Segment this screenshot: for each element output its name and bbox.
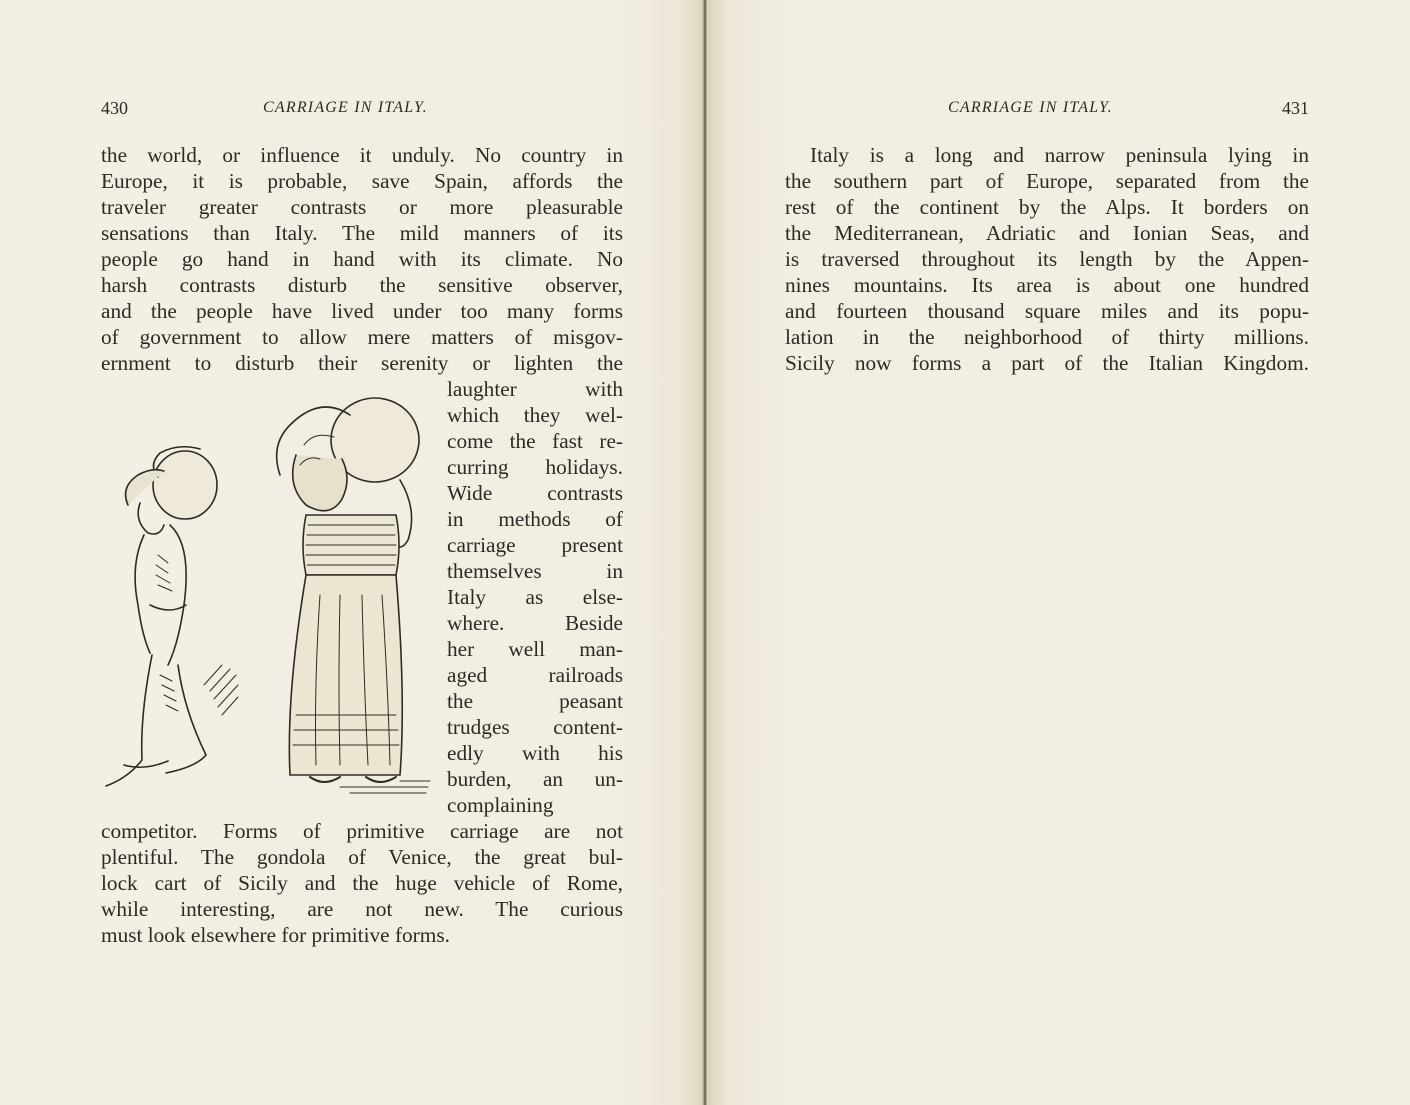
right-running-head	[785, 96, 1309, 120]
left-wrapped-paragraph	[447, 376, 623, 818]
page-number: 430	[101, 98, 128, 118]
text-line: lock cart of Sicily and the huge vehicle of Rome,	[101, 871, 623, 895]
text-line: her well man-	[447, 637, 623, 661]
text-line: and fourteen thousand square miles and its popu-	[785, 299, 1309, 323]
text-line: is traversed throughout its length by the Appen-	[785, 247, 1309, 271]
text-line: and the people have lived under too many forms	[101, 299, 623, 323]
text-line: people go hand in hand with its climate. No	[101, 247, 623, 271]
water-carriers-engraving-icon	[100, 385, 440, 810]
text-line: curring holidays.	[447, 455, 623, 479]
left-page	[0, 0, 703, 1105]
right-page	[707, 0, 1410, 1105]
text-line: ernment to disturb their serenity or lighten the	[101, 351, 623, 375]
text-line: the world, or influence it unduly. No country in	[101, 143, 623, 167]
text-line: must look elsewhere for primitive forms.	[101, 923, 450, 947]
text-line: Europe, it is probable, save Spain, affords the	[101, 169, 623, 193]
text-line: sensations than Italy. The mild manners of its	[101, 221, 623, 245]
text-line: Wide contrasts	[447, 481, 623, 505]
text-line: carriage present	[447, 533, 623, 557]
text-line: harsh contrasts disturb the sensitive observer,	[101, 273, 623, 297]
text-line: Italy is a long and narrow peninsula lying in	[810, 143, 1309, 167]
text-line: Sicily now forms a part of the Italian Kingdom.	[785, 351, 1309, 375]
text-line: rest of the continent by the Alps. It borders on	[785, 195, 1309, 219]
text-line: which they wel-	[447, 403, 623, 427]
text-line: nines mountains. Its area is about one hundred	[785, 273, 1309, 297]
text-line: laughter with	[447, 377, 623, 401]
text-line: plentiful. The gondola of Venice, the great bul-	[101, 845, 623, 869]
running-head-title: CARRIAGE IN ITALY.	[263, 99, 428, 116]
text-line: in methods of	[447, 507, 623, 531]
text-line: come the fast re-	[447, 429, 623, 453]
text-line: where. Beside	[447, 611, 623, 635]
illustration-water-carriers	[100, 385, 440, 810]
text-line: burden, an un-	[447, 767, 623, 791]
text-line: trudges content-	[447, 715, 623, 739]
text-line: edly with his	[447, 741, 623, 765]
left-top-paragraph	[101, 142, 623, 376]
text-line: competitor. Forms of primitive carriage are not	[101, 819, 623, 843]
text-line: of government to allow mere matters of misgov-	[101, 325, 623, 349]
left-bottom-paragraph	[101, 818, 623, 948]
text-line: aged railroads	[447, 663, 623, 687]
text-line: lation in the neighborhood of thirty millions.	[785, 325, 1309, 349]
right-paragraph	[785, 142, 1309, 376]
text-line: the southern part of Europe, separated from the	[785, 169, 1309, 193]
left-running-head	[101, 96, 623, 120]
text-line: traveler greater contrasts or more pleasurable	[101, 195, 623, 219]
page-number: 431	[1282, 98, 1309, 118]
running-head-title: CARRIAGE IN ITALY.	[948, 99, 1113, 116]
text-line: complaining	[447, 793, 554, 817]
text-line: the peasant	[447, 689, 623, 713]
text-line: the Mediterranean, Adriatic and Ionian Seas, and	[785, 221, 1309, 245]
text-line: while interesting, are not new. The curious	[101, 897, 623, 921]
text-line: Italy as else-	[447, 585, 623, 609]
text-line: themselves in	[447, 559, 623, 583]
